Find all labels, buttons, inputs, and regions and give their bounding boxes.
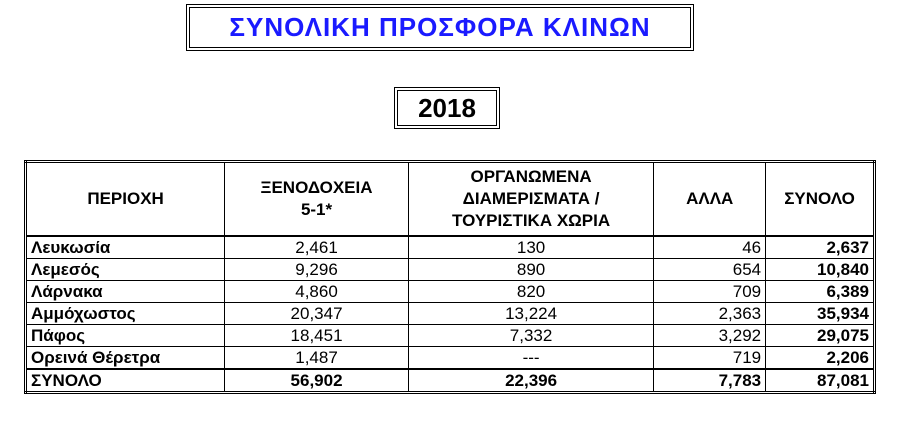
hotels-cell: 2,461 — [225, 236, 409, 259]
header-other: ΑΛΛΑ — [654, 162, 766, 237]
region-cell: Λεμεσός — [26, 259, 225, 281]
hotels-cell: 1,487 — [225, 347, 409, 370]
total-cell: 29,075 — [766, 325, 875, 347]
title-box — [186, 4, 694, 51]
region-cell: Ορεινά Θέρετρα — [26, 347, 225, 370]
header-apartments: ΟΡΓΑΝΩΜΕΝΑ ΔΙΑΜΕΡΙΣΜΑΤΑ / ΤΟΥΡΙΣΤΙΚΑ ΧΩΡΙΑ — [408, 162, 653, 237]
other-cell: 46 — [654, 236, 766, 259]
other-cell: 654 — [654, 259, 766, 281]
region-cell: Πάφος — [26, 325, 225, 347]
total-cell: 35,934 — [766, 303, 875, 325]
table-row — [26, 259, 875, 281]
hotels-cell: 9,296 — [225, 259, 409, 281]
other-cell: 719 — [654, 347, 766, 370]
apartments-cell: 13,224 — [408, 303, 653, 325]
table-row — [26, 347, 875, 370]
header-total: ΣΥΝΟΛΟ — [766, 162, 875, 237]
region-cell: Αμμόχωστος — [26, 303, 225, 325]
year-label: 2018 — [418, 92, 476, 123]
page-title: ΣΥΝΟΛΙΚΗ ΠΡΟΣΦΟΡΑ ΚΛΙΝΩΝ — [229, 12, 651, 42]
table-header — [26, 162, 875, 237]
table-row — [26, 303, 875, 325]
totals-other: 7,783 — [654, 369, 766, 393]
totals-hotels: 56,902 — [225, 369, 409, 393]
total-cell: 10,840 — [766, 259, 875, 281]
totals-total: 87,081 — [766, 369, 875, 393]
apartments-cell: 820 — [408, 281, 653, 303]
year-box — [394, 87, 500, 129]
other-cell: 2,363 — [654, 303, 766, 325]
other-cell: 709 — [654, 281, 766, 303]
total-cell: 2,206 — [766, 347, 875, 370]
table-row — [26, 325, 875, 347]
apartments-cell: --- — [408, 347, 653, 370]
hotels-cell: 4,860 — [225, 281, 409, 303]
totals-row — [26, 369, 875, 393]
apartments-cell: 130 — [408, 236, 653, 259]
header-hotels: ΞΕΝΟΔΟΧΕΙΑ 5-1* — [225, 162, 409, 237]
other-cell: 3,292 — [654, 325, 766, 347]
apartments-cell: 7,332 — [408, 325, 653, 347]
hotels-cell: 18,451 — [225, 325, 409, 347]
total-cell: 2,637 — [766, 236, 875, 259]
beds-table — [24, 160, 876, 394]
region-cell: Λευκωσία — [26, 236, 225, 259]
totals-apartments: 22,396 — [408, 369, 653, 393]
hotels-cell: 20,347 — [225, 303, 409, 325]
header-region: ΠΕΡΙΟΧΗ — [26, 162, 225, 237]
table-row — [26, 236, 875, 259]
region-cell: Λάρνακα — [26, 281, 225, 303]
totals-label: ΣΥΝΟΛΟ — [26, 369, 225, 393]
table-row — [26, 281, 875, 303]
apartments-cell: 890 — [408, 259, 653, 281]
total-cell: 6,389 — [766, 281, 875, 303]
